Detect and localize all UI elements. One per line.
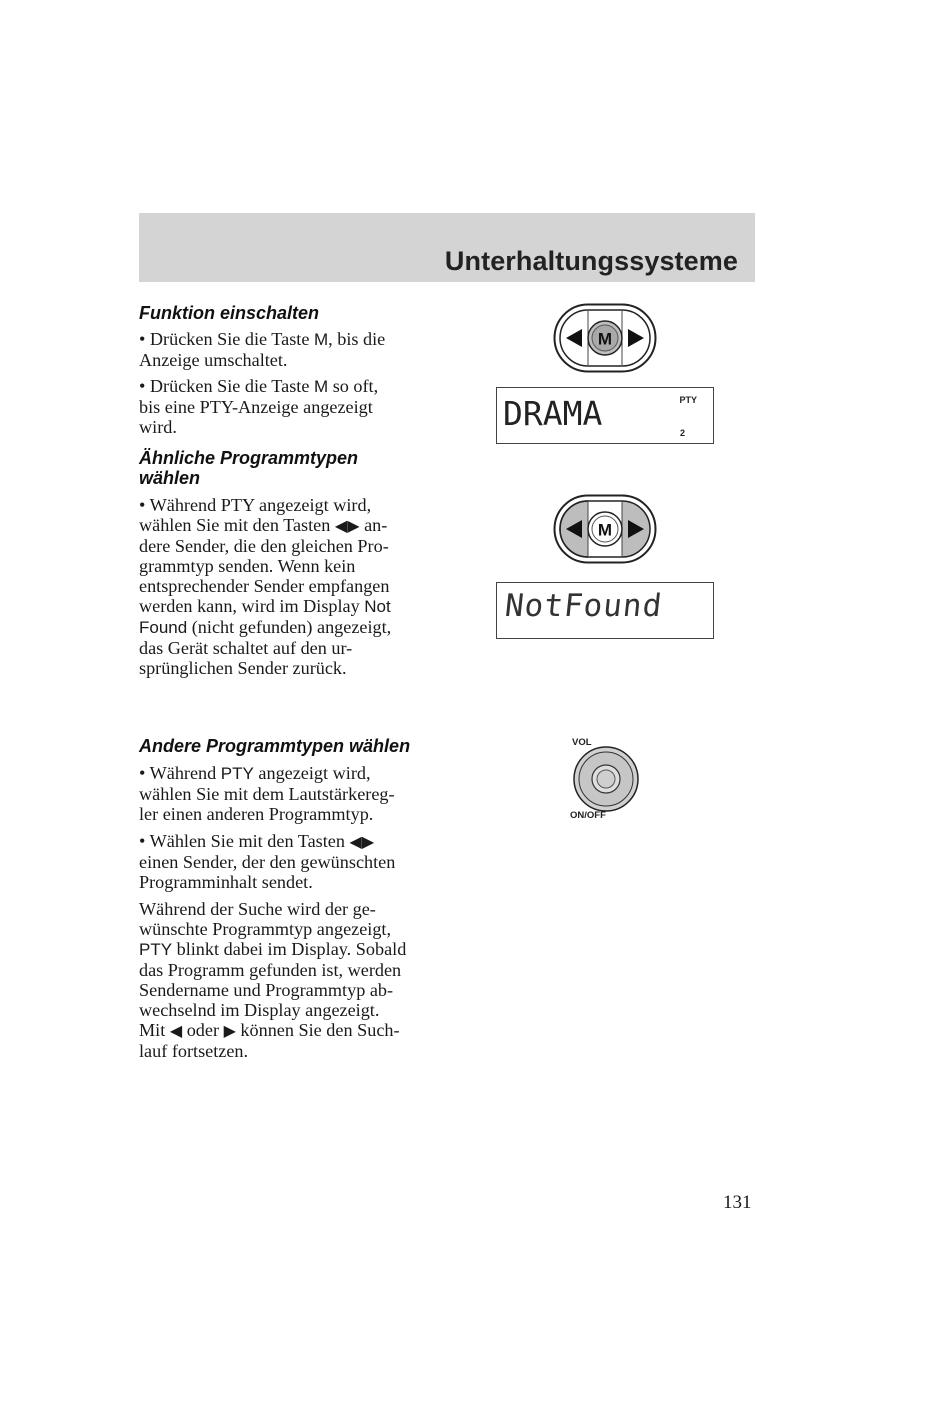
right-arrow-icon: ▶ (347, 516, 360, 535)
bullet-2: • Drücken Sie die Taste M so oft, bis eine PTY-Anzeige angezeigt wird. (139, 376, 379, 437)
lcd-main-text: NotFound (503, 588, 665, 624)
left-arrow-icon: ◀ (169, 1021, 183, 1040)
lcd-display-drama (496, 387, 714, 444)
section-andere-programmtypen (139, 736, 439, 1061)
lcd-pty-indicator: PTY (679, 395, 697, 405)
section-aehnliche-programmtypen (139, 448, 439, 678)
lcd-display-notfound (496, 582, 714, 639)
left-arrow-icon: ◀ (349, 832, 362, 851)
chapter-header-band (139, 213, 755, 282)
radio-button-cluster-icon (553, 494, 657, 564)
section-funktion-einschalten (139, 303, 439, 437)
volume-knob-figure (566, 734, 646, 824)
radio-button-cluster-icon (553, 303, 657, 373)
left-arrow-icon: ◀ (334, 516, 348, 535)
chapter-title: Unterhaltungssysteme (444, 246, 738, 276)
section-heading: Andere Programmtypen wählen (139, 736, 411, 756)
m-key-label: M (597, 329, 613, 349)
knob-onoff-label: ON/OFF (570, 810, 606, 821)
right-arrow-icon: ▶ (361, 832, 375, 851)
bullet-1: • Während PTY angezeigt wird, wählen Sie mit dem Lautstärkereg- ler einen anderen Programmtyp. (139, 763, 395, 824)
m-key-label: M (597, 520, 613, 540)
page-number: 131 (723, 1192, 752, 1213)
knob-vol-label: VOL (572, 737, 592, 748)
lcd-main-text: DRAMA (503, 394, 603, 433)
bullet-2: • Wählen Sie mit den Tasten ◀▶ einen Sender, der den gewünschten Programminhalt sendet. (139, 831, 396, 892)
section-heading: Ähnliche Programmtypen wählen (139, 448, 359, 488)
arrow-buttons-figure (553, 494, 657, 564)
volume-knob-icon (573, 746, 639, 812)
key-m-label: M (313, 377, 329, 396)
section-heading: Funktion einschalten (139, 303, 320, 323)
bullet-paragraph: • Während PTY angezeigt wird, wählen Sie mit den Tasten ◀▶ an- dere Sender, die den gleichen Pro- grammtyp senden. Wenn kein entsprechender Sender empfangen werden kann, wird im Display Not Found (nicht gefunden) angezeigt, das Gerät schaltet auf den ur- sprünglichen Sender zurück. (139, 495, 392, 678)
bullet-1: • Drücken Sie die Taste M, bis die Anzeige umschaltet. (139, 329, 386, 370)
right-arrow-icon: ▶ (223, 1021, 236, 1040)
key-m-label: M (313, 330, 329, 349)
lcd-preset-number: 2 (679, 428, 685, 438)
body-paragraph: Während der Suche wird der ge- wünschte Programmtyp angezeigt, PTY blinkt dabei im Display. Sobald das Programm gefunden ist, werden Sendername und Programmtyp ab- wechselnd im Display angezeigt. Mit ◀ oder ▶ können Sie den Such- lauf fortsetzen. (139, 899, 407, 1061)
m-button-figure (553, 303, 657, 373)
